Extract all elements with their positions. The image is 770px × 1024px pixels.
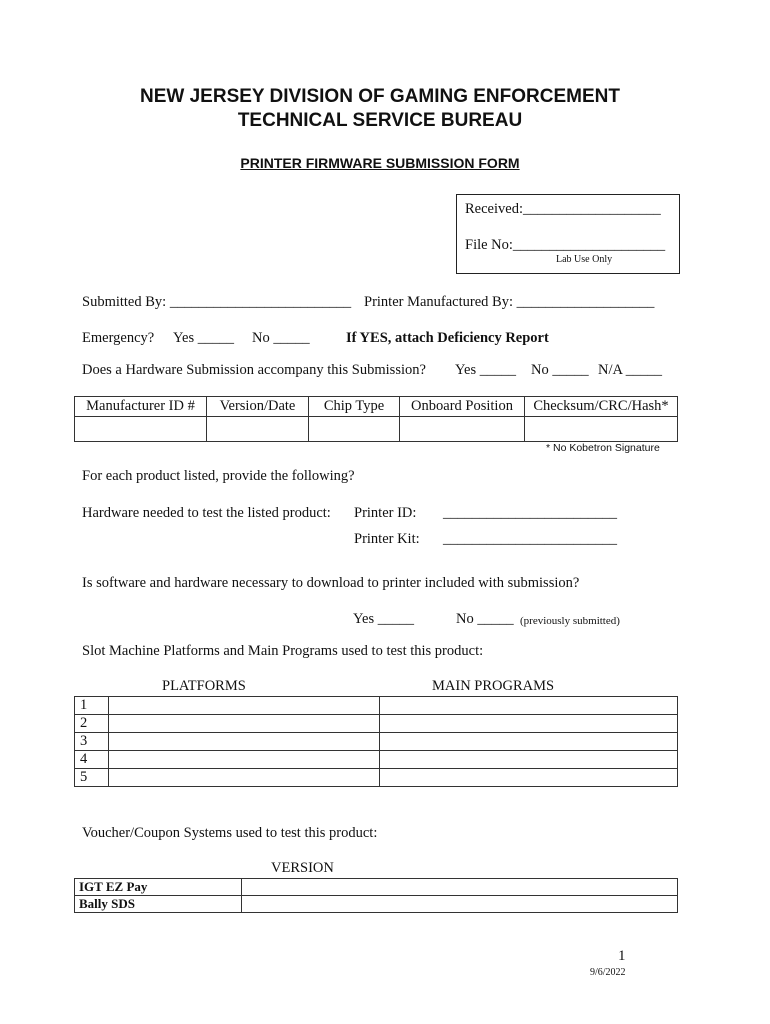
- table-row: [75, 769, 678, 787]
- hardware-no-field[interactable]: No _____: [531, 362, 589, 378]
- lab-use-note: Lab Use Only: [556, 254, 613, 265]
- table-row: [75, 417, 678, 442]
- hardware-question: Does a Hardware Submission accompany this Submission?: [82, 362, 426, 378]
- chip-type-cell[interactable]: [309, 417, 400, 442]
- table-row: [75, 751, 678, 769]
- form-title-line1: NEW JERSEY DIVISION OF GAMING ENFORCEMENT: [140, 86, 620, 107]
- page-number: 1: [618, 948, 626, 964]
- row-number: 5: [75, 769, 109, 787]
- voucher-label: Voucher/Coupon Systems used to test this product:: [82, 825, 378, 841]
- file-no-field[interactable]: File No:_____________________: [465, 237, 666, 253]
- table-row: [75, 715, 678, 733]
- platform-cell[interactable]: [109, 697, 380, 715]
- onboard-position-cell[interactable]: [400, 417, 525, 442]
- row-number: 2: [75, 715, 109, 733]
- col-checksum: Checksum/CRC/Hash*: [525, 397, 678, 417]
- software-no-field[interactable]: No _____: [456, 611, 514, 627]
- printer-id-field[interactable]: ________________________: [443, 505, 617, 521]
- checksum-cell[interactable]: [525, 417, 678, 442]
- platform-cell[interactable]: [109, 715, 380, 733]
- firmware-table-header: [75, 397, 678, 417]
- deficiency-note: If YES, attach Deficiency Report: [346, 330, 549, 346]
- row-number: 1: [75, 697, 109, 715]
- footer-date: 9/6/2022: [590, 967, 626, 978]
- software-yes-field[interactable]: Yes _____: [353, 611, 414, 627]
- main-program-cell[interactable]: [380, 769, 678, 787]
- version-date-cell[interactable]: [207, 417, 309, 442]
- col-version-date: Version/Date: [207, 397, 309, 417]
- slot-machine-label: Slot Machine Platforms and Main Programs used to test this product:: [82, 643, 484, 659]
- row-number: 4: [75, 751, 109, 769]
- main-programs-header: MAIN PROGRAMS: [432, 678, 555, 694]
- voucher-system-name: Bally SDS: [75, 896, 242, 913]
- version-cell[interactable]: [242, 879, 678, 896]
- firmware-table: [74, 396, 678, 442]
- version-header: VERSION: [271, 860, 334, 876]
- hardware-needed-label: Hardware needed to test the listed product:: [82, 505, 331, 521]
- emergency-no-field[interactable]: No _____: [252, 330, 310, 346]
- printer-id-label: Printer ID:: [354, 505, 417, 521]
- table-row: [75, 879, 678, 896]
- table-row: [75, 896, 678, 913]
- main-program-cell[interactable]: [380, 733, 678, 751]
- form-subtitle: PRINTER FIRMWARE SUBMISSION FORM: [240, 155, 520, 171]
- voucher-system-name: IGT EZ Pay: [75, 879, 242, 896]
- main-program-cell[interactable]: [380, 715, 678, 733]
- received-field[interactable]: Received:___________________: [465, 201, 661, 217]
- platform-cell[interactable]: [109, 751, 380, 769]
- manufacturer-id-cell[interactable]: [75, 417, 207, 442]
- product-instruction: For each product listed, provide the following?: [82, 468, 355, 484]
- col-onboard-position: Onboard Position: [400, 397, 525, 417]
- submitted-by-field[interactable]: Submitted By: _________________________: [82, 294, 352, 310]
- printer-kit-field[interactable]: ________________________: [443, 531, 617, 547]
- form-title-line2: TECHNICAL SERVICE BUREAU: [237, 110, 523, 131]
- main-program-cell[interactable]: [380, 751, 678, 769]
- hardware-na-field[interactable]: N/A _____: [598, 362, 663, 378]
- table-row: [75, 697, 678, 715]
- software-question: Is software and hardware necessary to download to printer included with submission?: [82, 575, 580, 591]
- platform-cell[interactable]: [109, 769, 380, 787]
- col-chip-type: Chip Type: [309, 397, 400, 417]
- platforms-table: [74, 696, 678, 787]
- platform-cell[interactable]: [109, 733, 380, 751]
- voucher-table: [74, 878, 678, 913]
- main-program-cell[interactable]: [380, 697, 678, 715]
- row-number: 3: [75, 733, 109, 751]
- printer-kit-label: Printer Kit:: [354, 531, 420, 547]
- kobetron-footnote: * No Kobetron Signature: [546, 442, 660, 454]
- hardware-yes-field[interactable]: Yes _____: [455, 362, 516, 378]
- printer-manufacturer-field[interactable]: Printer Manufactured By: ___________________: [364, 294, 655, 310]
- previously-submitted-note: (previously submitted): [520, 615, 620, 627]
- platforms-header: PLATFORMS: [162, 678, 246, 694]
- emergency-yes-field[interactable]: Yes _____: [173, 330, 234, 346]
- version-cell[interactable]: [242, 896, 678, 913]
- table-row: [75, 733, 678, 751]
- emergency-label: Emergency?: [82, 330, 155, 346]
- col-manufacturer-id: Manufacturer ID #: [75, 397, 207, 417]
